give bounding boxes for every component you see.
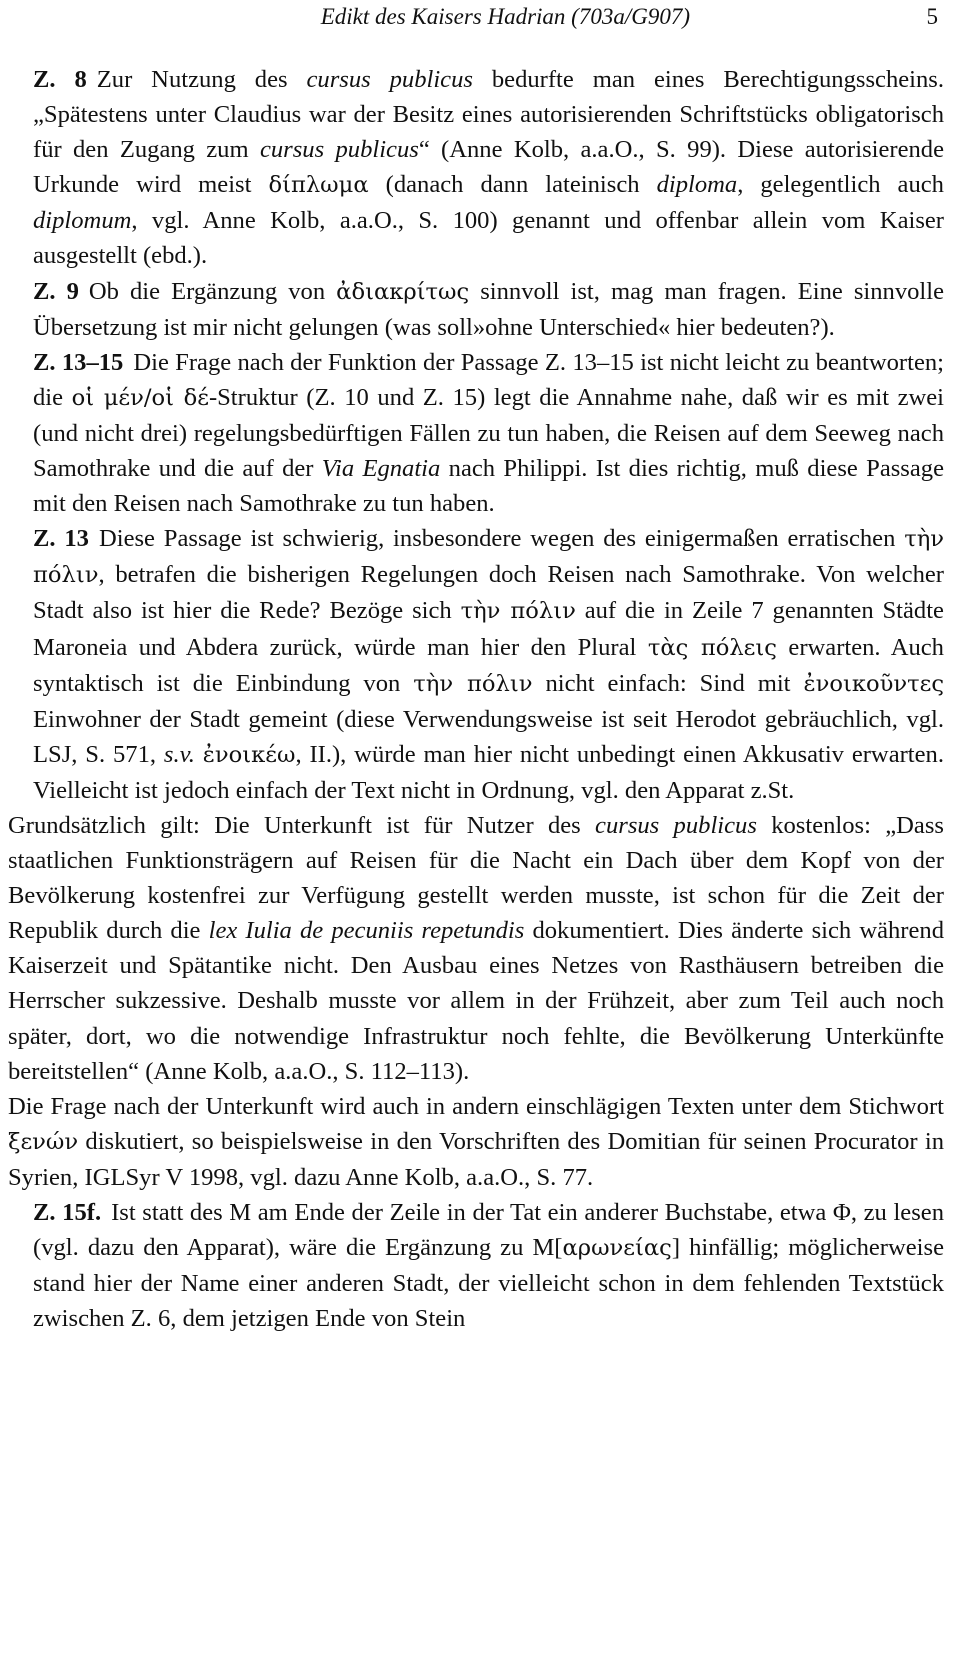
text-segment: “ (Anne Kolb, a.a.O., S. 99). Diese autorisierende Urkunde wird meist xyxy=(33,136,945,199)
commentary-paragraph-frage xyxy=(8,1089,944,1195)
greek-text: τὴν πόλιν xyxy=(413,670,533,697)
text-segment: Zur Nutzung des xyxy=(96,66,307,93)
commentary-paragraph-z15f xyxy=(8,1195,944,1336)
page-number: 5 xyxy=(926,4,938,29)
text-segment: kostenlos: „Dass staatlichen Funktionsträgern auf Reisen für die Nacht ein Dach über dem Kopf von der Bevölkerung kostenfrei zur Verfügung gestellt werden musste, ist schon für die Zeit der Republik durch die xyxy=(8,811,944,945)
running-title: Edikt des Kaisers Hadrian (703a/G907) xyxy=(320,4,690,29)
text-segment xyxy=(195,741,203,768)
text-segment: nicht einfach: Sind mit xyxy=(532,669,804,697)
commentary-paragraph-z13-15 xyxy=(8,345,944,521)
text-segment: ] hinfällig; möglicherweise stand hier der Name einer anderen Stadt, der vielleicht schon in dem fehlenden Textstück zwischen Z. 6, dem jetzigen Ende von Stein xyxy=(33,1234,944,1333)
text-segment: auf die in Zeile 7 genannten Städte Maroneia und Abdera zurück, würde man hier den Plural xyxy=(33,597,944,661)
line-reference: Z. 8 xyxy=(33,66,87,93)
greek-text: οἱ μέν/οἱ δέ xyxy=(71,384,209,411)
italic-text: cursus publicus xyxy=(595,811,757,839)
text-segment: Diese Passage ist schwierig, insbesondere wegen des einigermaßen erratischen xyxy=(98,525,905,553)
greek-text: τὴν πόλιν xyxy=(33,526,945,589)
greek-text: ἀδιακρίτως xyxy=(336,278,470,305)
text-segment: Ob die Ergänzung von xyxy=(88,277,337,305)
line-reference: Z. 9 xyxy=(33,277,79,305)
line-reference: Z. 15f. xyxy=(33,1199,102,1226)
commentary-page xyxy=(8,0,952,1336)
greek-text: δίπλωμα xyxy=(268,172,369,199)
text-segment: , II.), würde man hier nicht unbedingt einen Akkusativ erwarten. Vielleicht ist jedoch einfach der Text nicht in Ordnung, vgl. den Apparat z.St. xyxy=(33,740,944,804)
text-segment: sinnvoll ist, mag man fragen. Eine sinnvolle Übersetzung ist mir nicht gelungen (was soll»ohne Unterschied« hier bedeuten?). xyxy=(33,277,945,341)
text-segment: , betrafen die bisherigen Regelungen doch Reisen nach Samothrake. Von welcher Stadt also ist hier die Rede? Bezöge sich xyxy=(33,561,944,625)
text-segment: bedurfte man eines Berechtigungsscheins. „Spätestens unter Claudius war der Besitz eines autorisierenden Schriftstücks obligatorisch für den Zugang zum xyxy=(33,66,945,164)
text-segment: Grundsätzlich gilt: Die Unterkunft ist für Nutzer des xyxy=(8,811,596,839)
greek-text: τὰς πόλεις xyxy=(647,634,777,661)
text-segment: erwarten. Auch syntaktisch ist die Einbindung von xyxy=(33,633,944,697)
commentary-paragraph-grundsatz xyxy=(8,808,944,1089)
italic-text: diplomum xyxy=(33,207,132,235)
running-header xyxy=(8,4,952,38)
italic-text: cursus publicus xyxy=(306,66,473,93)
greek-text: τὴν πόλιν xyxy=(460,598,576,625)
text-segment: (danach dann lateinisch xyxy=(368,171,657,199)
text-segment: nach Philippi. Ist dies richtig, muß diese Passage mit den Reisen nach Samothrake zu tun haben. xyxy=(33,455,945,518)
italic-text: s.v. xyxy=(163,740,195,768)
greek-text: ξενών xyxy=(8,1128,79,1155)
text-segment: Ist statt des M am Ende der Zeile in der Tat ein anderer Buchstabe, etwa Φ, zu lesen (vgl. dazu den Apparat), wäre die Ergänzung zu M[ xyxy=(33,1199,944,1262)
greek-text: ἐνοικέω xyxy=(202,741,296,768)
line-reference: Z. 13 xyxy=(33,525,89,553)
text-segment: Einwohner der Stadt gemeint (diese Verwendungsweise ist seit Herodot gebräuchlich, vgl. LSJ, S. 571, xyxy=(33,705,944,768)
italic-text: lex Iulia de pecuniis repetundis xyxy=(208,917,525,945)
text-segment: dokumentiert. Dies änderte sich während Kaiserzeit und Spätantike nicht. Den Ausbau eines Netzes von Rasthäusern betreiben die Herrscher sukzessive. Deshalb musste vor allem in der Frühzeit, aber zum Teil auch noch später, dort, wo die notwendige Infrastruktur noch fehlte, die Bevölkerung Unterkünfte bereitstellen“ (Anne Kolb, a.a.O., S. 112–113). xyxy=(8,917,944,1085)
commentary-paragraph-z13 xyxy=(8,521,944,808)
text-segment: diskutiert, so beispielsweise in den Vorschriften des Domitian für seinen Procurator in Syrien, IGLSyr V 1998, vgl. dazu Anne Kolb, a.a.O., S. 77. xyxy=(8,1127,944,1191)
text-segment: -Struktur (Z. 10 und Z. 15) legt die Annahme nahe, daß wir es mit zwei (und nicht drei) regelungsbedürftigen Fällen zu tun haben, die Reisen auf dem Seeweg nach Samothrake und die auf der xyxy=(33,383,944,483)
text-segment: , gelegentlich auch xyxy=(737,171,944,199)
commentary-paragraph-z9 xyxy=(8,274,944,345)
commentary-paragraph-z8 xyxy=(8,62,944,274)
commentary-body xyxy=(8,62,952,1336)
greek-text: αρωνείας xyxy=(562,1235,672,1262)
italic-text: diploma xyxy=(656,171,738,199)
line-reference: Z. 13–15 xyxy=(33,348,124,376)
italic-text: cursus publicus xyxy=(259,136,419,164)
greek-text: ἐνοικοῦντες xyxy=(803,670,945,697)
text-segment: Die Frage nach der Funktion der Passage Z. 13–15 ist nicht leicht zu beantworten; die xyxy=(33,348,944,411)
text-segment: , vgl. Anne Kolb, a.a.O., S. 100) genannt und offenbar allein vom Kaiser ausgestellt (ebd.). xyxy=(33,207,944,270)
text-segment: Die Frage nach der Unterkunft wird auch in andern einschlägigen Texten unter dem Stichwort xyxy=(8,1092,944,1120)
italic-text: Via Egnatia xyxy=(321,455,441,483)
